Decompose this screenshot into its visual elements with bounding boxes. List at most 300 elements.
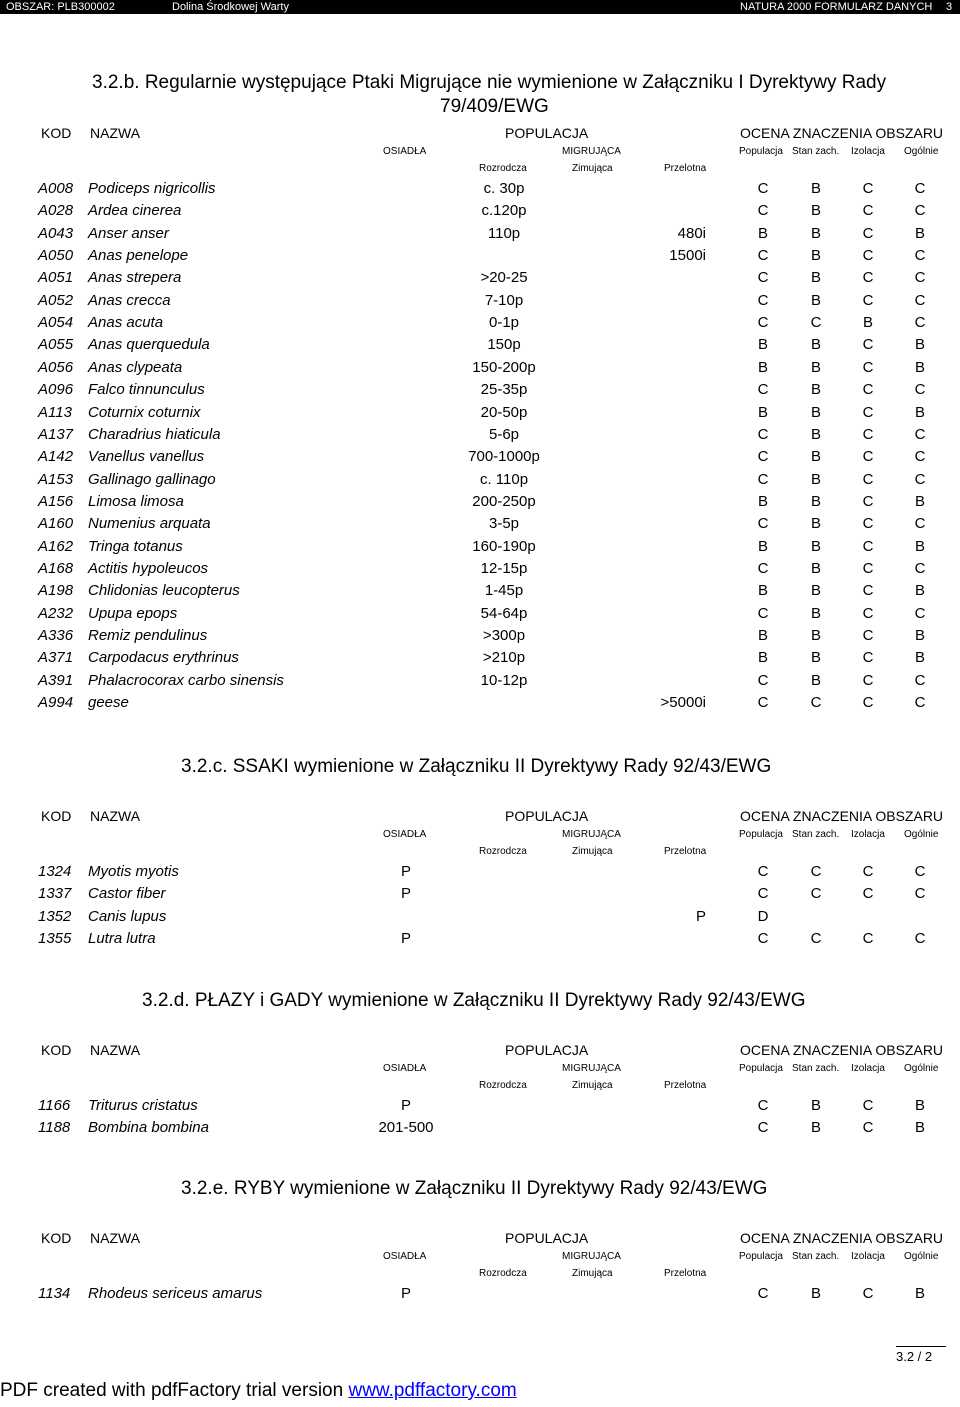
table-row <box>0 603 960 625</box>
grade-ogolnie: B <box>914 1119 926 1137</box>
col-header-populacja-grade: Populacja <box>739 146 783 157</box>
species-code: 1355 <box>38 930 72 948</box>
pop-przelotna: >5000i <box>660 694 706 712</box>
species-name: Castor fiber <box>88 885 166 903</box>
grade-izolacja: C <box>862 863 874 880</box>
species-name: Podiceps nigricollis <box>88 180 216 197</box>
grade-izolacja: C <box>862 403 874 421</box>
grade-populacja: B <box>757 358 769 376</box>
table-row <box>0 357 960 379</box>
grade-izolacja: C <box>862 492 874 510</box>
grade-populacja: C <box>757 1285 769 1302</box>
col-header-rozrodcza: Rozrodcza <box>479 163 527 174</box>
species-name: Bombina bombina <box>88 1119 209 1137</box>
col-header-populacja: POPULACJA <box>505 808 589 824</box>
species-code: A168 <box>38 559 74 577</box>
grade-ogolnie: C <box>914 694 926 712</box>
table-row <box>0 245 960 267</box>
grade-populacja: C <box>757 448 769 466</box>
species-code: 1166 <box>38 1097 71 1114</box>
col-header-populacja: POPULACJA <box>505 1042 589 1058</box>
col-header-zimujaca: Zimująca <box>572 1268 613 1279</box>
col-header-migrujaca: MIGRUJĄCA <box>562 829 621 840</box>
grade-ogolnie: C <box>914 269 926 287</box>
grade-ogolnie: C <box>914 425 926 443</box>
col-header-stan: Stan zach. <box>792 146 840 157</box>
grade-ogolnie: C <box>914 604 926 622</box>
pop-rozrodcza: >20-25 <box>480 269 528 287</box>
species-name: Rhodeus sericeus amarus <box>88 1285 263 1302</box>
section-title: 3.2.e. RYBY wymienione w Załączniku II Dyrektywy Rady 92/43/EWG <box>181 1178 768 1199</box>
grade-populacja: C <box>757 515 769 533</box>
grade-izolacja: B <box>862 314 874 332</box>
grade-ogolnie: B <box>914 358 926 376</box>
grade-populacja: C <box>757 291 769 309</box>
grade-izolacja: C <box>862 604 874 622</box>
col-header-rozrodcza: Rozrodcza <box>479 1080 527 1091</box>
grade-populacja: C <box>757 694 769 712</box>
species-name: Remiz pendulinus <box>88 627 208 644</box>
grade-izolacja: C <box>862 470 874 488</box>
grade-izolacja: C <box>862 247 874 265</box>
species-name: Canis lupus <box>88 907 167 925</box>
grade-ogolnie: C <box>914 671 926 689</box>
grade-populacja: C <box>757 314 769 332</box>
table-row <box>0 692 960 714</box>
pop-rozrodcza: 10-12p <box>480 671 528 689</box>
species-name: Carpodacus erythrinus <box>88 649 239 667</box>
col-header-osiadla: OSIADŁA <box>383 829 427 840</box>
grade-populacja: C <box>757 863 769 880</box>
table-row <box>0 424 960 446</box>
pop-osiadla: P <box>400 1285 412 1302</box>
species-name: Numenius arquata <box>88 515 211 533</box>
pop-rozrodcza: c. 110p <box>479 470 529 488</box>
pop-rozrodcza: 1-45p <box>484 582 524 600</box>
footer-page-number: 3.2 / 2 <box>896 1349 933 1364</box>
grade-izolacja: C <box>862 180 874 197</box>
col-header-kod: KOD <box>41 1230 72 1246</box>
grade-stan: C <box>810 930 822 948</box>
col-header-migrujaca: MIGRUJĄCA <box>562 146 621 157</box>
species-code: A162 <box>38 537 74 555</box>
table-row <box>0 334 960 356</box>
table-row <box>0 402 960 424</box>
col-header-izolacja: Izolacja <box>851 146 885 157</box>
grade-populacja: C <box>757 425 769 443</box>
pop-rozrodcza: >210p <box>482 649 526 667</box>
grade-populacja: B <box>757 582 769 600</box>
grade-stan: B <box>810 425 822 443</box>
species-code: A008 <box>38 180 74 197</box>
species-name: Actitis hypoleucos <box>88 559 209 577</box>
pop-rozrodcza: 25-35p <box>480 381 528 399</box>
species-code: A113 <box>38 403 72 421</box>
table-row <box>0 1095 960 1117</box>
col-header-migrujaca: MIGRUJĄCA <box>562 1063 621 1074</box>
grade-populacja: C <box>757 247 769 265</box>
species-name: Tringa totanus <box>88 537 183 555</box>
col-header-kod: KOD <box>41 125 72 141</box>
header-area-code: OBSZAR: PLB300002 <box>6 1 115 13</box>
table-row <box>0 536 960 558</box>
grade-izolacja: C <box>862 448 874 466</box>
grade-izolacja: C <box>862 649 874 667</box>
grade-izolacja: C <box>862 336 874 354</box>
table-row <box>0 469 960 491</box>
species-code: A028 <box>38 202 74 220</box>
table-row <box>0 580 960 602</box>
grade-ogolnie: C <box>914 930 926 948</box>
grade-izolacja: C <box>862 425 874 443</box>
section-title: 3.2.c. SSAKI wymienione w Załączniku II Dyrektywy Rady 92/43/EWG <box>181 756 772 777</box>
col-header-osiadla: OSIADŁA <box>383 1063 427 1074</box>
header-area-name: Dolina Środkowej Warty <box>172 1 289 13</box>
species-code: A055 <box>38 336 74 354</box>
col-header-przelotna: Przelotna <box>664 1080 707 1091</box>
grade-izolacja: C <box>862 1097 874 1114</box>
grade-izolacja: C <box>862 559 874 577</box>
species-name: Anas acuta <box>88 314 164 332</box>
grade-ogolnie: C <box>914 448 926 466</box>
pop-rozrodcza: 3-5p <box>488 515 520 533</box>
col-header-nazwa: NAZWA <box>90 125 141 141</box>
table-row <box>0 928 960 950</box>
table-row <box>0 558 960 580</box>
species-name: Anas penelope <box>88 247 189 265</box>
grade-ogolnie: C <box>914 885 926 903</box>
grade-stan: C <box>810 885 822 903</box>
col-header-osiadla: OSIADŁA <box>383 146 427 157</box>
pop-rozrodcza: 0-1p <box>488 314 520 332</box>
grade-stan: B <box>810 537 822 555</box>
col-header-ogolnie: Ogólnie <box>904 146 939 157</box>
species-name: Upupa epops <box>88 604 178 622</box>
grade-izolacja: C <box>862 930 874 948</box>
table-row <box>0 670 960 692</box>
species-name: Triturus cristatus <box>88 1097 198 1114</box>
table-row <box>0 379 960 401</box>
grade-populacja: C <box>757 930 769 948</box>
grade-stan: B <box>810 381 822 399</box>
col-header-populacja-grade: Populacja <box>739 1063 783 1074</box>
grade-izolacja: C <box>862 269 874 287</box>
grade-populacja: C <box>757 885 769 903</box>
col-header-populacja: POPULACJA <box>505 125 589 141</box>
grade-populacja: B <box>757 492 769 510</box>
species-code: A336 <box>38 627 74 644</box>
grade-populacja: C <box>757 180 769 197</box>
col-header-izolacja: Izolacja <box>851 829 885 840</box>
col-header-populacja: POPULACJA <box>505 1230 589 1246</box>
grade-stan: B <box>810 604 822 622</box>
pop-rozrodcza: 12-15p <box>480 559 528 577</box>
col-header-stan: Stan zach. <box>792 1251 840 1262</box>
col-header-ogolnie: Ogólnie <box>904 829 939 840</box>
section-title-line2: 79/409/EWG <box>440 96 549 117</box>
grade-stan: B <box>810 582 822 600</box>
section-title: 3.2.d. PŁAZY i GADY wymienione w Załączniku II Dyrektywy Rady 92/43/EWG <box>142 990 806 1011</box>
grade-ogolnie: C <box>914 291 926 309</box>
pop-rozrodcza: >300p <box>482 627 526 644</box>
table-row <box>0 883 960 905</box>
table-row <box>0 513 960 535</box>
grade-populacja: B <box>757 336 769 354</box>
table-row <box>0 290 960 312</box>
pop-osiadla: P <box>400 863 412 880</box>
grade-ogolnie: C <box>914 202 926 220</box>
grade-izolacja: C <box>862 537 874 555</box>
grade-stan: B <box>810 649 822 667</box>
grade-ogolnie: C <box>914 515 926 533</box>
col-header-kod: KOD <box>41 808 72 824</box>
species-name: Coturnix coturnix <box>88 403 201 421</box>
grade-populacja: C <box>757 1119 769 1137</box>
species-code: A391 <box>38 671 74 689</box>
grade-stan: C <box>810 863 822 880</box>
col-header-przelotna: Przelotna <box>664 163 707 174</box>
species-code: A198 <box>38 582 74 600</box>
grade-populacja: C <box>757 604 769 622</box>
grade-populacja: B <box>757 403 769 421</box>
grade-ogolnie: C <box>914 559 926 577</box>
species-code: 1352 <box>38 907 72 925</box>
species-name: Limosa limosa <box>88 492 184 510</box>
species-code: 1337 <box>38 885 72 903</box>
species-code: A056 <box>38 358 74 376</box>
col-header-populacja-grade: Populacja <box>739 1251 783 1262</box>
species-code: A153 <box>38 470 74 488</box>
pop-rozrodcza: 20-50p <box>480 403 528 421</box>
species-code: A142 <box>38 448 74 466</box>
species-code: 1188 <box>38 1119 71 1137</box>
pdf-watermark-text: PDF created with pdfFactory trial version <box>0 1380 349 1401</box>
grade-stan: B <box>810 1285 822 1302</box>
grade-ogolnie: C <box>914 381 926 399</box>
species-code: A052 <box>38 291 74 309</box>
pdf-watermark-link[interactable]: www.pdffactory.com <box>348 1380 517 1401</box>
species-code: A994 <box>38 694 74 712</box>
col-header-przelotna: Przelotna <box>664 846 707 857</box>
grade-izolacja: C <box>862 515 874 533</box>
grade-stan: B <box>810 224 822 242</box>
species-code: A137 <box>38 425 74 443</box>
grade-stan: B <box>810 1097 822 1114</box>
table-row <box>0 312 960 334</box>
grade-ogolnie: B <box>914 582 926 600</box>
col-header-stan: Stan zach. <box>792 1063 840 1074</box>
grade-izolacja: C <box>862 885 874 903</box>
table-row <box>0 647 960 669</box>
table-row <box>0 625 960 647</box>
table-row <box>0 861 960 883</box>
grade-stan: C <box>810 314 822 332</box>
species-code: A232 <box>38 604 74 622</box>
grade-populacja: C <box>757 559 769 577</box>
species-name: geese <box>88 694 129 712</box>
pop-rozrodcza: 200-250p <box>472 492 536 510</box>
pop-rozrodcza: 160-190p <box>472 537 536 555</box>
grade-populacja: C <box>757 202 769 220</box>
col-header-zimujaca: Zimująca <box>572 163 613 174</box>
species-code: A371 <box>38 649 74 667</box>
col-header-przelotna: Przelotna <box>664 1268 707 1279</box>
col-header-zimujaca: Zimująca <box>572 1080 613 1091</box>
grade-ogolnie: C <box>914 180 926 197</box>
col-header-populacja-grade: Populacja <box>739 829 783 840</box>
col-header-izolacja: Izolacja <box>851 1063 885 1074</box>
species-code: A160 <box>38 515 74 533</box>
col-header-ocena: OCENA ZNACZENIA OBSZARU <box>740 125 944 141</box>
species-code: A156 <box>38 492 74 510</box>
grade-stan: B <box>810 515 822 533</box>
grade-stan: B <box>810 492 822 510</box>
grade-populacja: B <box>757 537 769 555</box>
grade-stan: B <box>810 358 822 376</box>
grade-ogolnie: B <box>914 1285 926 1302</box>
col-header-ogolnie: Ogólnie <box>904 1251 939 1262</box>
col-header-izolacja: Izolacja <box>851 1251 885 1262</box>
grade-izolacja: C <box>862 358 874 376</box>
grade-stan: B <box>810 627 822 644</box>
header-form-name: NATURA 2000 FORMULARZ DANYCH <box>740 1 933 13</box>
pop-przelotna: 1500i <box>669 247 706 265</box>
table-row <box>0 491 960 513</box>
table-row <box>0 446 960 468</box>
species-name: Anser anser <box>88 224 169 242</box>
species-code: 1134 <box>38 1285 71 1302</box>
grade-populacja: C <box>757 1097 769 1114</box>
grade-stan: B <box>810 470 822 488</box>
table-row <box>0 178 960 200</box>
section-title: 3.2.b. Regularnie występujące Ptaki Migrujące nie wymienione w Załączniku I Dyrektywy Rady <box>92 72 887 93</box>
pop-rozrodcza: 54-64p <box>480 604 528 622</box>
species-name: Ardea cinerea <box>88 202 182 220</box>
grade-stan: B <box>810 180 822 197</box>
pop-osiadla: P <box>400 885 412 903</box>
grade-izolacja: C <box>862 202 874 220</box>
col-header-ocena: OCENA ZNACZENIA OBSZARU <box>740 1230 944 1246</box>
grade-ogolnie: B <box>914 649 926 667</box>
col-header-kod: KOD <box>41 1042 72 1058</box>
pop-rozrodcza: 7-10p <box>484 291 524 309</box>
grade-izolacja: C <box>862 1119 874 1137</box>
table-row <box>0 1117 960 1139</box>
table-row <box>0 200 960 222</box>
page-footer <box>896 1346 948 1364</box>
species-code: A051 <box>38 269 74 287</box>
grade-populacja: B <box>757 224 769 242</box>
col-header-nazwa: NAZWA <box>90 1230 141 1246</box>
footer-rule <box>896 1346 946 1347</box>
col-header-osiadla: OSIADŁA <box>383 1251 427 1262</box>
species-code: A043 <box>38 224 74 242</box>
grade-populacja: D <box>757 907 769 925</box>
pop-rozrodcza: 150-200p <box>472 358 536 376</box>
pop-rozrodcza: 5-6p <box>488 425 520 443</box>
pdf-watermark <box>0 1380 517 1402</box>
grade-ogolnie: B <box>914 336 926 354</box>
species-code: A096 <box>38 381 74 399</box>
grade-ogolnie: B <box>914 537 926 555</box>
species-name: Anas strepera <box>88 269 182 287</box>
pop-rozrodcza: c.120p <box>481 202 527 220</box>
grade-izolacja: C <box>862 627 874 644</box>
species-name: Myotis myotis <box>88 863 179 880</box>
grade-populacja: C <box>757 381 769 399</box>
grade-ogolnie: C <box>914 470 926 488</box>
grade-ogolnie: C <box>914 247 926 265</box>
grade-izolacja: C <box>862 381 874 399</box>
grade-stan: B <box>810 403 822 421</box>
grade-stan: B <box>810 559 822 577</box>
pop-rozrodcza: 700-1000p <box>468 448 540 466</box>
pop-osiadla: P <box>400 1097 412 1114</box>
grade-ogolnie: C <box>914 863 926 880</box>
table-row <box>0 267 960 289</box>
pop-rozrodcza: 150p <box>487 336 521 354</box>
grade-populacja: C <box>757 269 769 287</box>
col-header-nazwa: NAZWA <box>90 1042 141 1058</box>
grade-izolacja: C <box>862 1285 874 1302</box>
species-code: 1324 <box>38 863 72 880</box>
species-name: Lutra lutra <box>88 930 156 948</box>
col-header-ogolnie: Ogólnie <box>904 1063 939 1074</box>
grade-izolacja: C <box>862 582 874 600</box>
grade-stan: B <box>810 269 822 287</box>
grade-ogolnie: B <box>914 627 926 644</box>
grade-ogolnie: B <box>914 224 926 242</box>
grade-izolacja: C <box>862 224 874 242</box>
grade-ogolnie: B <box>914 1097 926 1114</box>
table-row <box>0 906 960 928</box>
pop-rozrodcza: c. 30p <box>483 180 525 197</box>
species-name: Anas querquedula <box>88 336 210 354</box>
grade-ogolnie: B <box>914 492 926 510</box>
col-header-rozrodcza: Rozrodcza <box>479 1268 527 1279</box>
header-page-number: 3 <box>946 1 953 13</box>
species-code: A050 <box>38 247 74 265</box>
grade-stan: B <box>810 291 822 309</box>
table-row <box>0 223 960 245</box>
col-header-stan: Stan zach. <box>792 829 840 840</box>
grade-stan: B <box>810 202 822 220</box>
species-name: Chlidonias leucopterus <box>88 582 240 600</box>
grade-populacja: B <box>757 649 769 667</box>
grade-populacja: B <box>757 627 769 644</box>
pop-osiadla: P <box>400 930 412 948</box>
pop-osiadla: 201-500 <box>378 1119 434 1137</box>
col-header-migrujaca: MIGRUJĄCA <box>562 1251 621 1262</box>
grade-stan: B <box>810 448 822 466</box>
grade-ogolnie: B <box>914 403 926 421</box>
species-name: Vanellus vanellus <box>88 448 205 466</box>
species-name: Charadrius hiaticula <box>88 425 221 443</box>
pop-przelotna: 480i <box>677 224 706 242</box>
grade-stan: B <box>810 336 822 354</box>
species-name: Falco tinnunculus <box>88 381 205 399</box>
grade-stan: B <box>810 1119 822 1137</box>
grade-populacja: C <box>757 470 769 488</box>
col-header-ocena: OCENA ZNACZENIA OBSZARU <box>740 808 944 824</box>
grade-stan: B <box>810 247 822 265</box>
species-name: Gallinago gallinago <box>88 470 216 488</box>
species-name: Phalacrocorax carbo sinensis <box>88 671 284 689</box>
col-header-rozrodcza: Rozrodcza <box>479 846 527 857</box>
pop-rozrodcza: 110p <box>487 224 521 242</box>
grade-populacja: C <box>757 671 769 689</box>
grade-izolacja: C <box>862 291 874 309</box>
